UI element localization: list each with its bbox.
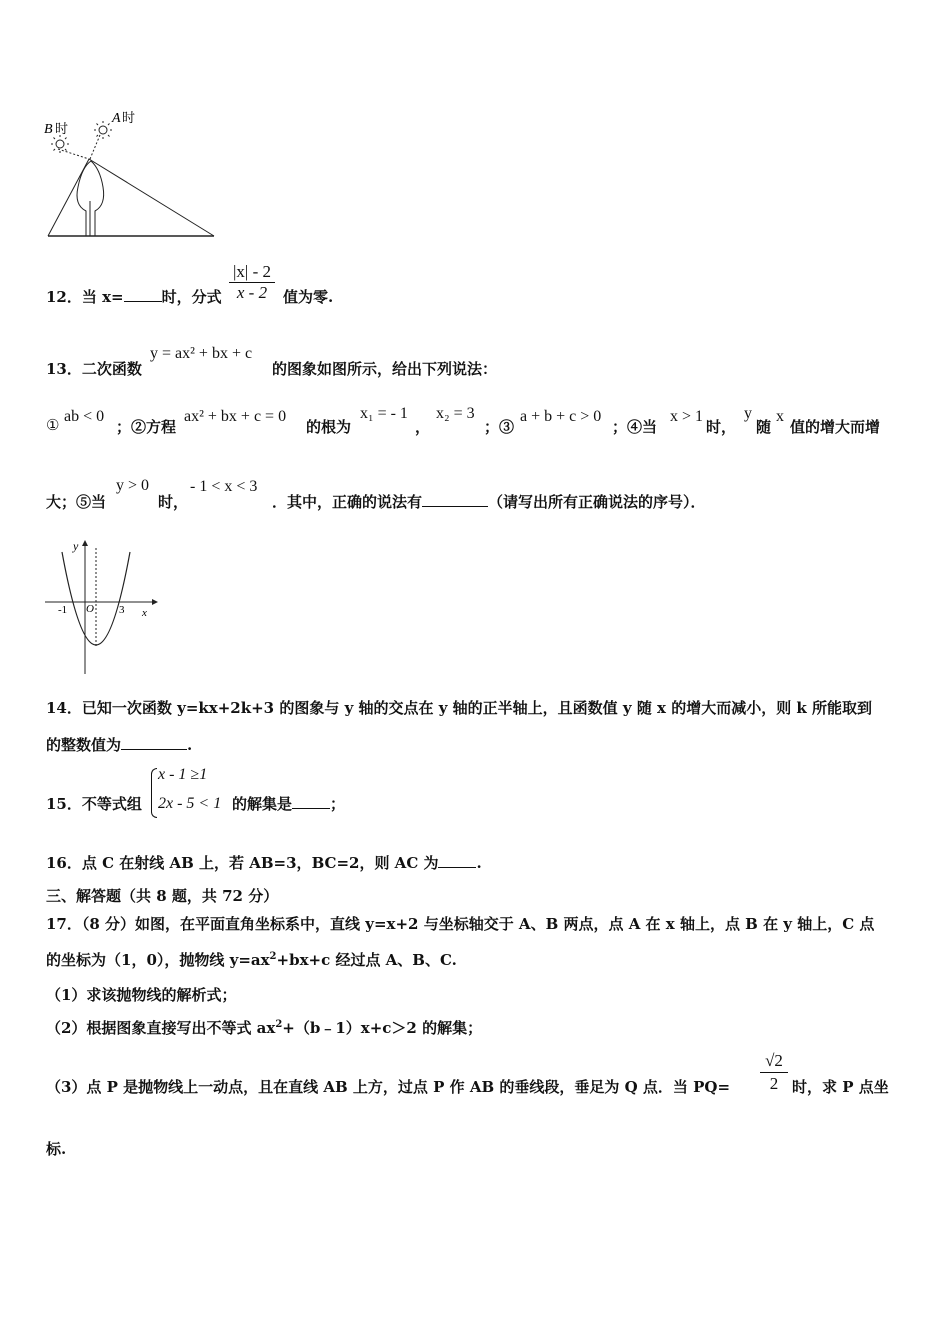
label-a-suffix: 时 — [122, 111, 136, 126]
q16-suffix: . — [476, 854, 482, 872]
q15-end: ； — [330, 795, 346, 813]
q17-line2-suffix: +bx+c 经过点 A、B、C. — [276, 951, 457, 969]
q17-part2-suffix: +（b﹣1）x+c＞2 的解集； — [282, 1019, 483, 1037]
q13-s5-mid: 时， — [158, 493, 189, 511]
graph-left-root: -1 — [58, 604, 68, 616]
q13-parabola-graph — [40, 538, 160, 678]
q13-s1-mark: ① — [46, 416, 60, 434]
q13-line1 — [46, 358, 142, 379]
q16-prefix: 16．点 C 在射线 AB 上，若 AB=3，BC=2，则 AC 为 — [46, 854, 439, 872]
q17-line2-prefix: 的坐标为（1，0），抛物线 y=ax — [46, 951, 270, 969]
q13-s4-y: y — [744, 405, 752, 422]
q13-root2: x₂ = 3 — [436, 405, 475, 422]
q13-s1-formula: ab < 0 — [64, 408, 105, 425]
tree-shadow-figure — [38, 105, 228, 245]
q13-line3-tail: （请写出所有正确说法的序号）． — [488, 493, 706, 511]
label-b-suffix: 时 — [55, 122, 69, 137]
graph-right-root: 3 — [119, 604, 125, 616]
q13-s5-cond: y > 0 — [116, 477, 150, 494]
q16 — [46, 852, 482, 873]
q17-line1: 17．（8 分）如图，在平面直角坐标系中，直线 y=x+2 与坐标轴交于 A、B 两点，点 A 在 x 轴上，点 B 在 y 轴上，C 点 — [46, 915, 875, 933]
q14-line2 — [46, 734, 192, 755]
q12-denominator: x - 2 — [229, 282, 275, 303]
q13-s4-x: x — [776, 408, 784, 425]
q17-part1: （1）求该抛物线的解析式； — [46, 986, 237, 1004]
q12-prefix: 12．当 x= — [46, 288, 124, 306]
q13-s4-suffix: 值的增大而增 — [790, 418, 881, 436]
q14-line2-suffix: . — [187, 736, 193, 754]
q12-mid: 时，分式 — [161, 288, 222, 306]
q13-s4-sui: 随 — [756, 418, 772, 436]
q15-answer-blank[interactable] — [292, 794, 330, 809]
sun-a-icon — [94, 121, 112, 139]
q13-s3-prefix: ；③ — [484, 418, 515, 436]
q12-suffix: 值为零. — [283, 288, 334, 306]
graph-x-label: x — [142, 607, 147, 619]
q17-fraction-den: 2 — [760, 1072, 788, 1095]
section-3-title: 三、解答题（共 8 题，共 72 分） — [46, 887, 279, 905]
q13-s2-prefix: ；②方程 — [116, 418, 177, 436]
q12-numerator: |x| - 2 — [233, 262, 271, 281]
q13-answer-blank[interactable] — [422, 492, 488, 507]
q15-brace — [151, 768, 157, 818]
q15-prefix: 15．不等式组 — [46, 795, 142, 813]
graph-origin-label: O — [86, 603, 94, 615]
label-a: A — [112, 111, 121, 126]
q13-s4-mid: 时， — [706, 418, 737, 436]
q13-line1-suffix: 的图象如图所示，给出下列说法： — [272, 360, 498, 378]
q17-line2 — [46, 949, 457, 970]
q15-ineq1: x - 1 ≥1 — [158, 766, 208, 783]
q17-part2-sup: 2 — [275, 1019, 283, 1030]
q13-line3-suffix — [272, 491, 706, 512]
q13-line3-prefix: 大；⑤当 — [46, 493, 107, 511]
q13-s2-formula: ax² + bx + c = 0 — [184, 408, 287, 425]
q13-s2-mid: 的根为 — [306, 418, 352, 436]
q13-formula: y = ax² + bx + c — [150, 345, 253, 362]
question-12 — [46, 286, 222, 307]
q13-s4-prefix: ；④当 — [612, 418, 658, 436]
q13-s2-comma: ， — [415, 418, 431, 436]
q16-answer-blank[interactable] — [438, 853, 476, 868]
q17-part3-end: 标. — [46, 1140, 67, 1158]
q17-part3-suffix: 时，求 P 点坐 — [792, 1078, 889, 1096]
q13-s5-range: - 1 < x < 3 — [190, 478, 258, 495]
q13-line3-text: ．其中，正确的说法有 — [272, 493, 423, 511]
q17-fraction — [760, 1050, 788, 1095]
q13-root1: x₁ = - 1 — [360, 405, 408, 422]
label-b: B — [44, 122, 53, 137]
q15-suffix-text: 的解集是 — [232, 795, 293, 813]
q17-part3: （3）点 P 是抛物线上一动点，且在直线 AB 上方，过点 P 作 AB 的垂线段，垂足为 Q 点．当 PQ= — [46, 1078, 731, 1096]
q14-answer-blank[interactable] — [121, 735, 187, 750]
q14-line1: 14．已知一次函数 y=kx+2k+3 的图象与 y 轴的交点在 y 轴的正半轴上，且函数值 y 随 x 的增大而减小，则 k 所能取到 — [46, 699, 873, 717]
q17-part2-prefix: （2）根据图象直接写出不等式 ax — [46, 1019, 276, 1037]
q15-ineq2: 2x - 5 < 1 — [158, 795, 222, 812]
graph-y-label: y — [73, 539, 79, 553]
q17-part2 — [46, 1017, 482, 1038]
q13-prefix: 13．二次函数 — [46, 360, 142, 378]
q17-line2-sup: 2 — [269, 951, 277, 962]
q13-s3-formula: a + b + c > 0 — [520, 408, 602, 425]
q17-fraction-num: √2 — [765, 1051, 783, 1070]
q13-s4-cond: x > 1 — [670, 408, 704, 425]
sun-b-icon — [51, 135, 69, 153]
q12-fraction — [229, 262, 275, 303]
q15-suffix — [232, 793, 345, 814]
q12-answer-blank[interactable] — [124, 287, 162, 302]
q14-line2-prefix: 的整数值为 — [46, 736, 122, 754]
